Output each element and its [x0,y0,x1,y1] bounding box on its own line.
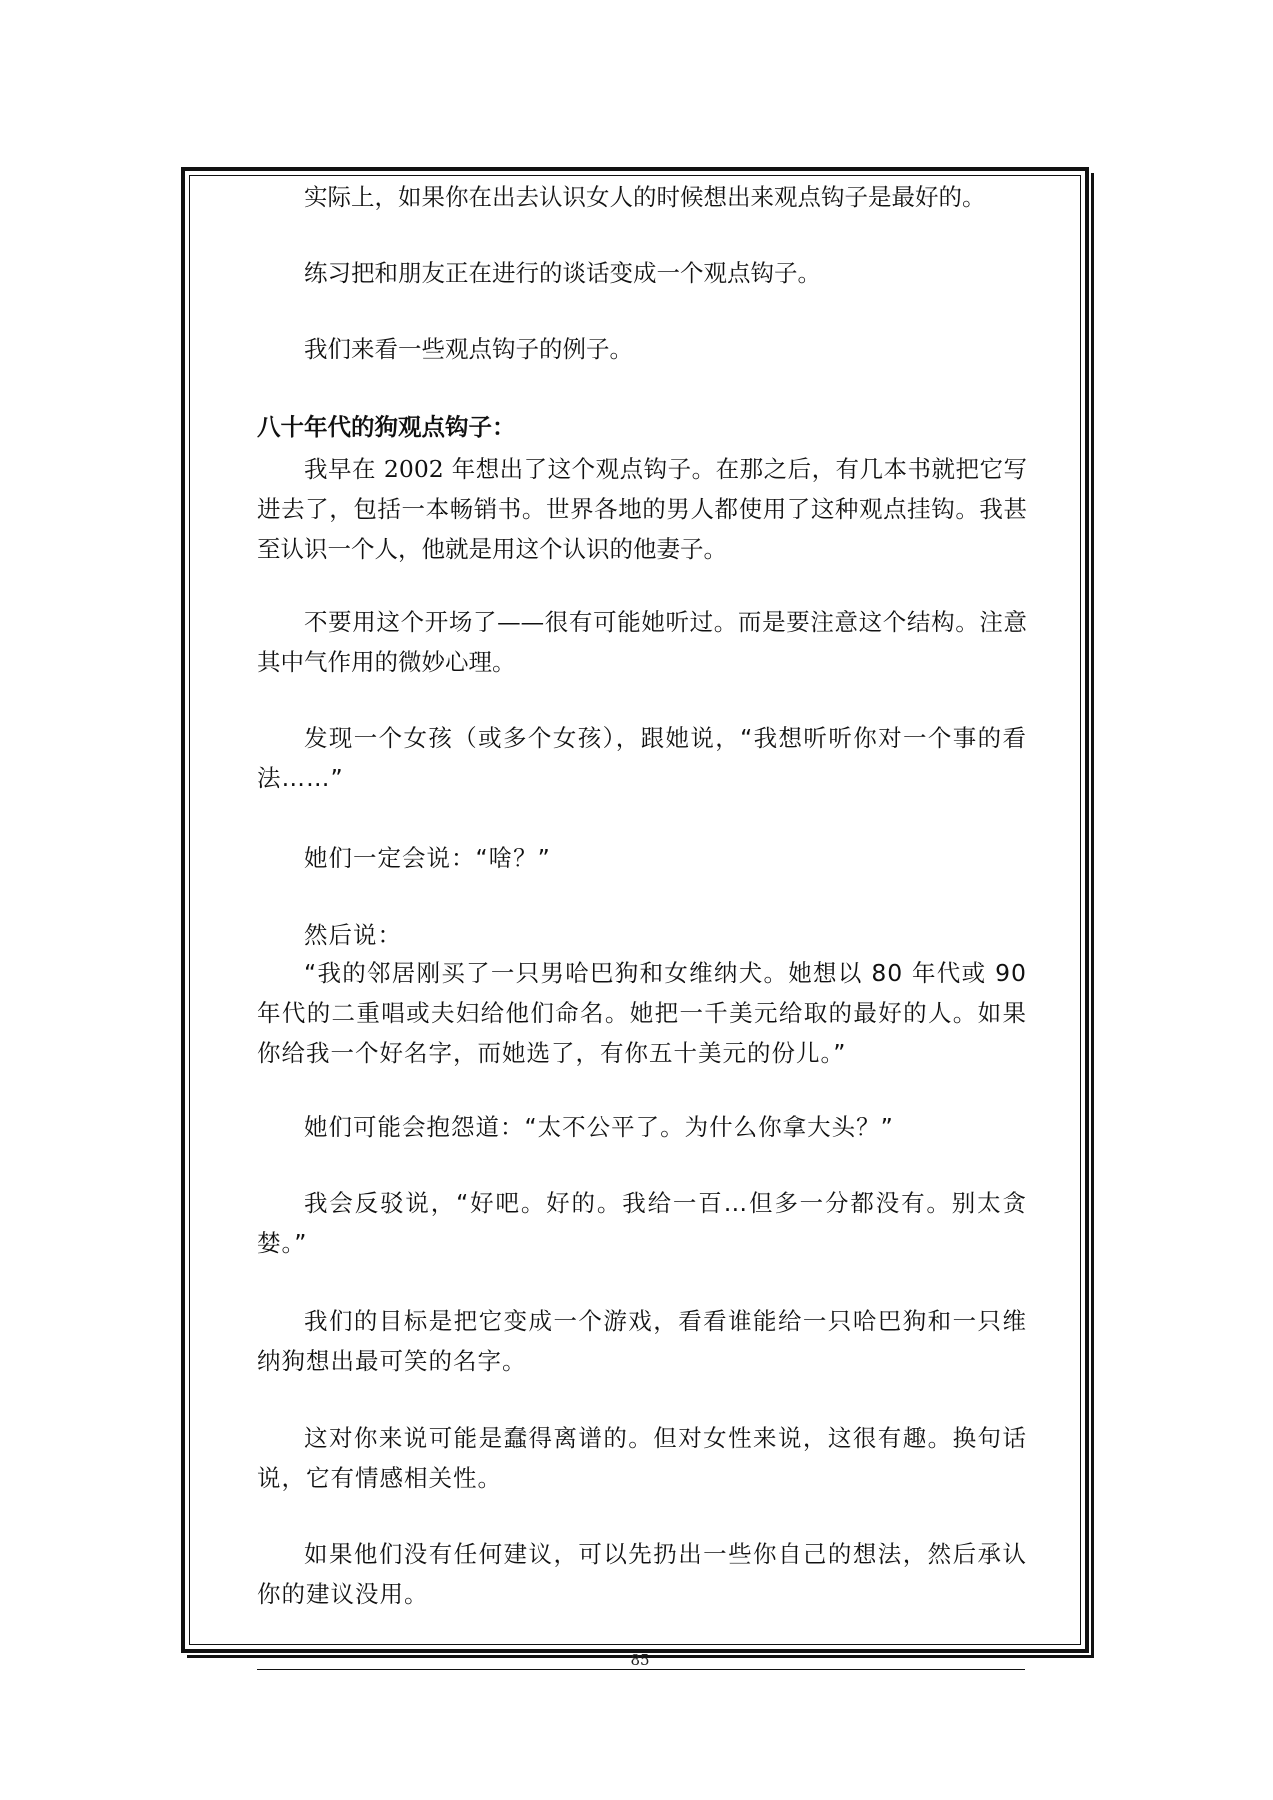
paragraph-3: 我们来看一些观点钩子的例子。 [304,335,633,363]
dialogue-1: 发现一个女孩（或多个女孩），跟她说，“我想听听你对一个事的看法……” [257,724,1027,792]
paragraph-suggestion: 如果他们没有任何建议，可以先扔出一些你自己的想法，然后承认你的建议没用。 [257,1540,1027,1608]
paragraph-goal: 我们的目标是把它变成一个游戏，看看谁能给一只哈巴狗和一只维纳狗想出最可笑的名字。 [257,1307,1027,1375]
paragraph-4: 我早在 2002 年想出了这个观点钩子。在那之后，有几本书就把它写进去了，包括一本畅销书。世界各地的男人都使用了这种观点挂钩。我甚至认识一个人，他就是用这个认识的他妻子。 [257,455,1027,563]
paragraph-2: 练习把和朋友正在进行的谈话变成一个观点钩子。 [304,259,821,287]
dialogue-5: 我会反驳说，“好吧。好的。我给一百…但多一分都没有。别太贪婪。” [257,1189,1027,1257]
footer-rule [257,1669,1025,1670]
dialogue-quote: “我的邻居刚买了一只男哈巴狗和女维纳犬。她想以 80 年代或 90 年代的二重唱或夫妇给他们命名。她把一千美元给取的最好的人。如果你给我一个好名字，而她选了，有你五十美元的份儿。” [257,959,1027,1067]
paragraph-5: 不要用这个开场了——很有可能她听过。而是要注意这个结构。注意其中气作用的微妙心理。 [257,608,1027,676]
page-number: 85 [630,1651,650,1669]
paragraph-1: 实际上，如果你在出去认识女人的时候想出来观点钩子是最好的。 [304,183,986,211]
dialogue-4: 她们可能会抱怨道：“太不公平了。为什么你拿大头？” [304,1113,894,1141]
paragraph-fun: 这对你来说可能是蠢得离谱的。但对女性来说，这很有趣。换句话说，它有情感相关性。 [257,1424,1027,1492]
dialogue-3: 然后说： [304,921,402,949]
dialogue-2: 她们一定会说：“啥？” [304,844,551,872]
section-heading: 八十年代的狗观点钩子： [257,413,516,441]
